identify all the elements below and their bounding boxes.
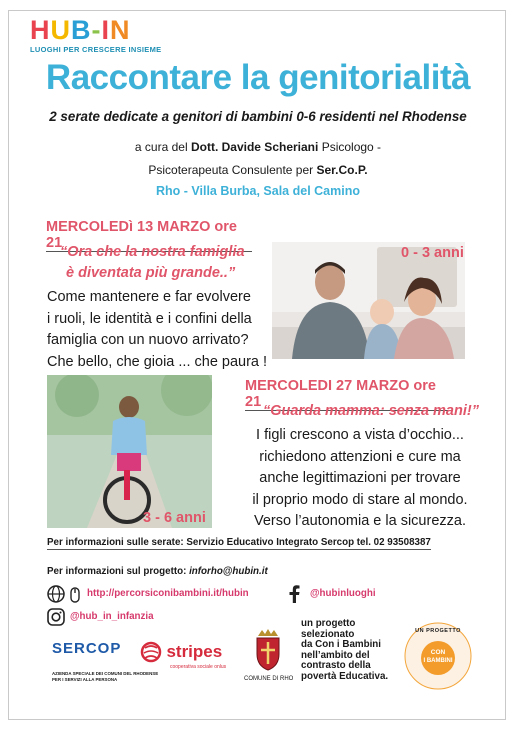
event2-description: I figli crescono a vista d’occhio... richiedono attenzioni e cure ma anche legittimazioni per trovare il proprio modo di stare al mondo. Verso l’autonomia e la sicurezza.	[252, 427, 468, 529]
logo-letter: U	[50, 15, 71, 45]
event2-age-range: 3 - 6 anni	[143, 510, 206, 526]
facebook-handle[interactable]: @hubinluoghi	[310, 588, 376, 599]
instagram-icon	[47, 608, 65, 631]
event1-age-range: 0 - 3 anni	[401, 245, 464, 261]
mouse-icon	[70, 587, 80, 608]
sercop-logo: SERCOP	[52, 640, 122, 657]
globe-icon	[47, 585, 65, 608]
logo-letter: B	[71, 15, 92, 45]
progetto-email[interactable]: inforho@hubin.it	[189, 566, 268, 577]
curator-name: Dott. Davide Scheriani	[190, 140, 319, 154]
hub-in-logo	[30, 16, 131, 44]
child-bike-photo	[47, 375, 212, 528]
event1-date: MERCOLEDì 13 MARZO ore 21	[46, 219, 252, 252]
comune-coat-of-arms-icon	[253, 628, 283, 677]
info-progetto: Per informazioni sul progetto: inforho@hubin.it	[47, 566, 268, 577]
curator-role-line: Psicoterapeuta Consulente per Ser.Co.P.	[148, 163, 368, 177]
event1-quote-line2: è diventata più grande..”	[66, 265, 236, 281]
con-i-bambini-badge: UN PROGETTO CON I BAMBINI	[404, 622, 472, 690]
website-link[interactable]: http://percorsiconibambini.it/hubin	[87, 588, 249, 599]
sercop-caption: AZIENDA SPECIALE DEI COMUNI DEL RHODENSE PER I SERVIZI ALLA PERSONA	[52, 671, 159, 682]
project-note: un progetto selezionato da Con i Bambini nell’ambito del contrasto della povertà Educativa.	[301, 618, 389, 682]
logo-tagline: LUOGHI PER CRESCERE INSIEME	[30, 45, 162, 54]
event1-description: Come mantenere e far evolvere i ruoli, le identità e i confini della famiglia con un nuovo arrivato? Che bello, che gioia ... che paura !	[47, 289, 268, 370]
curator-line: a cura del Dott. Davide Scheriani Psicologo -	[134, 140, 382, 154]
page-title: Raccontare la genitorialità	[45, 58, 471, 97]
facebook-icon	[288, 585, 300, 608]
comune-label: COMUNE DI RHO	[244, 676, 294, 682]
info-serate: Per informazioni sulle serate: Servizio Educativo Integrato Sercop tel. 02 93508387	[47, 537, 431, 548]
logo-letter: N	[110, 15, 131, 45]
stripes-logo: stripes	[140, 640, 222, 664]
event2-quote: “Guarda mamma: senza mani!”	[263, 403, 479, 419]
logo-letter: -	[91, 15, 102, 45]
event1-quote-line1: “Ora che la nostra famiglia	[60, 244, 245, 260]
venue: Rho - Villa Burba, Sala del Camino	[156, 184, 360, 198]
logo-letter: I	[101, 15, 111, 45]
logo-letter: H	[30, 15, 51, 45]
instagram-handle[interactable]: @hub_in_infanzia	[70, 611, 154, 622]
stripes-caption: cooperativa sociale onlus	[170, 664, 227, 670]
page-subtitle: 2 serate dedicate a genitori di bambini 0-6 residenti nel Rhodense	[49, 109, 467, 124]
event2-date: MERCOLEDI 27 MARZO ore 21	[245, 378, 448, 411]
